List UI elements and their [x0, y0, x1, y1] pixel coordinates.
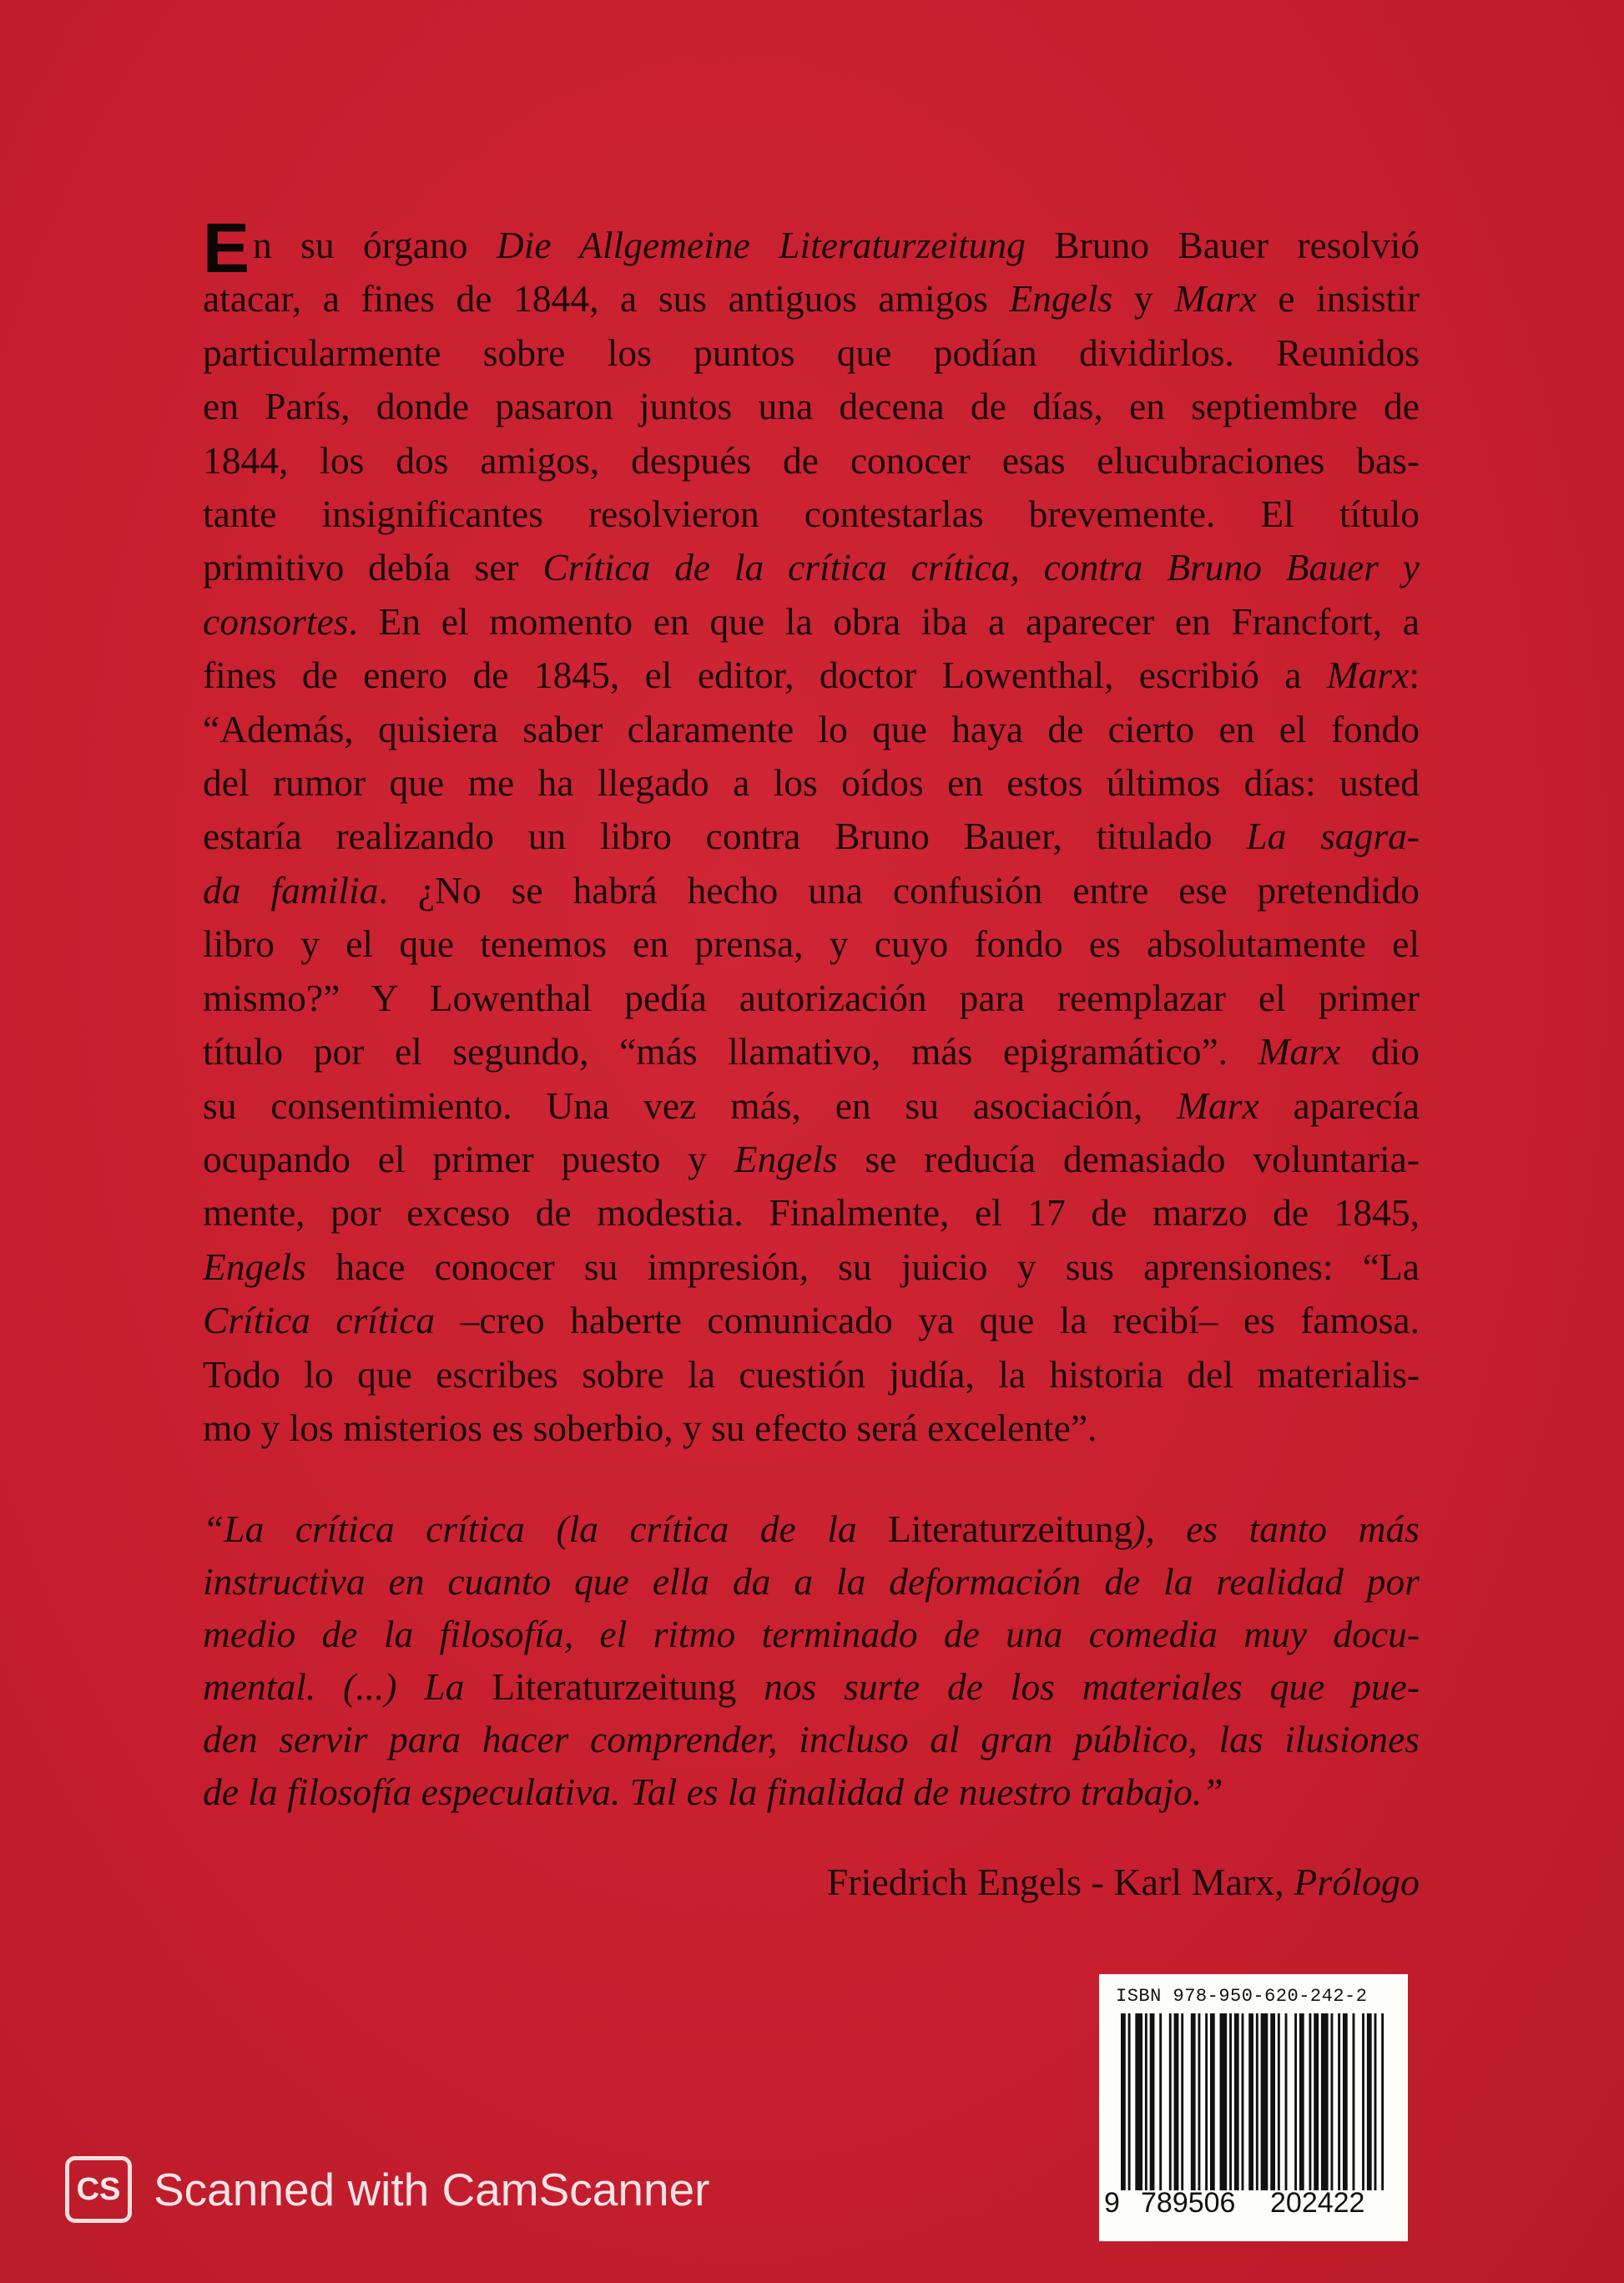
text-line — [203, 487, 1420, 541]
barcode-bar — [1135, 2013, 1142, 2190]
emphasis-text: Marx — [1326, 654, 1410, 697]
emphasis-text: Marx — [1258, 1030, 1341, 1073]
barcode-bar — [1174, 2013, 1179, 2190]
barcode-bar — [1285, 2013, 1288, 2190]
barcode-bar — [1205, 2013, 1208, 2190]
emphasis-text: La sagra- — [1246, 815, 1420, 858]
text-run: nos surte de los materiales que pue- — [736, 1665, 1420, 1708]
barcode-icon — [1121, 2013, 1386, 2190]
barcode-bar — [1220, 2013, 1228, 2190]
barcode-bar — [1248, 2013, 1253, 2190]
attribution-authors: Friedrich Engels - Karl Marx, — [826, 1861, 1294, 1903]
emphasis-text: Literaturzeitung — [492, 1665, 737, 1708]
barcode-digits-left: 789506 — [1141, 2187, 1236, 2219]
text-line — [203, 864, 1420, 917]
text-run: 1844, los dos amigos, después de conocer esas elucubraciones bas- — [203, 438, 1420, 482]
text-line — [203, 1025, 1420, 1078]
quote-line — [203, 1713, 1420, 1765]
text-run: mo y los misterios es soberbio, y su efecto será excelente”. — [203, 1406, 1097, 1449]
text-line — [203, 1240, 1420, 1294]
barcode-bar — [1229, 2013, 1232, 2190]
text-line — [203, 1294, 1420, 1347]
text-line — [203, 1079, 1420, 1133]
barcode-bar — [1353, 2013, 1355, 2190]
barcode-bar — [1374, 2013, 1377, 2190]
text-run: mental. (...) La — [203, 1665, 492, 1708]
text-line — [203, 272, 1420, 326]
barcode-digits — [1099, 2187, 1408, 2220]
text-run: “La crítica crítica (la crítica de la — [203, 1508, 889, 1550]
attribution-source: Prólogo — [1294, 1861, 1420, 1903]
barcode-digits-right: 202422 — [1270, 2187, 1365, 2219]
text-run: mismo?” Y Lowenthal pedía autorización para reemplazar el primer — [203, 976, 1420, 1019]
text-line — [203, 595, 1420, 649]
barcode-bar — [1294, 2013, 1297, 2190]
barcode-bar — [1321, 2013, 1329, 2190]
text-run: particularmente sobre los puntos que podían dividirlos. Reunidos — [203, 331, 1420, 374]
text-run: . ¿No se habrá hecho una confusión entre ese pretendido — [378, 868, 1420, 912]
synopsis-text — [203, 209, 1420, 1455]
quote-line — [203, 1765, 1420, 1818]
text-run: mente, por exceso de modestia. Finalmente, el 17 de marzo de 1845, — [203, 1191, 1420, 1235]
text-run: libro y el que tenemos en prensa, y cuyo fondo es absolutamente el — [203, 922, 1420, 966]
text-run: tante insignificantes resolvieron contestarlas brevemente. El título — [203, 492, 1420, 536]
text-run: aparecía — [1258, 1083, 1420, 1127]
text-run: de la filosofía especulativa. Tal es la finalidad de nuestro trabajo.” — [203, 1770, 1223, 1813]
text-run: y — [1112, 277, 1175, 321]
camscanner-logo-icon: CS — [65, 2156, 132, 2223]
prologue-quote — [203, 1503, 1420, 1818]
quote-line — [203, 1555, 1420, 1608]
quote-line — [203, 1503, 1420, 1555]
text-run: instructiva en cuanto que ella da a la deformación de la realidad por — [203, 1560, 1420, 1603]
barcode-bar — [1314, 2013, 1319, 2190]
text-run: n su órgano — [253, 224, 497, 266]
text-run: se reducía demasiado voluntaria- — [837, 1137, 1420, 1180]
text-line — [203, 1186, 1420, 1240]
text-run: ), es tanto más — [1132, 1508, 1420, 1550]
drop-cap: E — [203, 209, 250, 287]
emphasis-text: Engels — [1009, 277, 1113, 321]
quote-line — [203, 1608, 1420, 1660]
barcode-bar — [1198, 2013, 1201, 2190]
text-line — [203, 917, 1420, 971]
text-run: Bruno Bauer resolvió — [1025, 224, 1420, 266]
emphasis-text: Crítica crítica — [203, 1299, 436, 1342]
barcode-bar — [1121, 2013, 1126, 2190]
emphasis-text: Die Allgemeine Literaturzeitung — [496, 224, 1026, 266]
text-run: . En el momento en que la obra iba a aparecer en Francfort, a — [348, 599, 1420, 643]
barcode-bar — [1234, 2013, 1239, 2190]
emphasis-text: da familia — [203, 868, 379, 912]
barcode-bar — [1181, 2013, 1183, 2190]
text-line — [203, 1402, 1420, 1455]
quote-line — [203, 1660, 1420, 1713]
text-run: Todo lo que escribes sobre la cuestión judía, la historia del materialis- — [203, 1352, 1420, 1396]
barcode-bar — [1150, 2013, 1155, 2190]
barcode-bar — [1242, 2013, 1244, 2190]
text-line — [203, 649, 1420, 702]
camscanner-watermark — [65, 2154, 709, 2225]
barcode-bar — [1270, 2013, 1275, 2190]
barcode-bar — [1309, 2013, 1311, 2190]
watermark-text: Scanned with CamScanner — [154, 2164, 710, 2215]
text-run: medio de la filosofía, el ritmo terminado de una comedia muy docu- — [203, 1613, 1420, 1655]
barcode-bar — [1362, 2013, 1364, 2190]
emphasis-text: Crítica de la crítica crítica, contra Bruno Bauer y — [542, 546, 1420, 589]
text-line — [203, 209, 1420, 287]
barcode-digit-lead: 9 — [1104, 2187, 1120, 2219]
barcode-bar — [1128, 2013, 1131, 2190]
text-run: primitivo debía ser — [203, 546, 543, 589]
barcode-bar — [1381, 2013, 1384, 2190]
emphasis-text: Engels — [734, 1137, 838, 1180]
text-run: estaría realizando un libro contra Bruno Bauer, titulado — [203, 815, 1247, 858]
text-line — [203, 434, 1420, 487]
barcode-bar — [1338, 2013, 1340, 2190]
barcode-bar — [1159, 2013, 1162, 2190]
barcode-bar — [1256, 2013, 1258, 2190]
emphasis-text: Marx — [1174, 277, 1257, 321]
text-run: fines de enero de 1845, el editor, doctor Lowenthal, escribió a — [203, 654, 1327, 697]
barcode-label — [1099, 1974, 1408, 2241]
text-run: e insistir — [1256, 277, 1420, 321]
barcode-bar — [1169, 2013, 1172, 2190]
text-run: en París, donde pasaron juntos una decena de días, en septiembre de — [203, 385, 1420, 428]
isbn-number: ISBN 978-950-620-242-2 — [1116, 1986, 1368, 2007]
text-line — [203, 541, 1420, 594]
emphasis-text: consortes — [203, 599, 349, 643]
emphasis-text: Literaturzeitung — [888, 1508, 1133, 1550]
barcode-bar — [1191, 2013, 1196, 2190]
emphasis-text: Engels — [203, 1245, 306, 1288]
barcode-bar — [1331, 2013, 1334, 2190]
barcode-bar — [1299, 2013, 1304, 2190]
text-run: “Además, quisiera saber claramente lo que haya de cierto en el fondo — [203, 707, 1420, 750]
barcode-bar — [1145, 2013, 1147, 2190]
text-run: den servir para hacer comprender, incluso al gran público, las ilusiones — [203, 1718, 1420, 1760]
text-run: del rumor que me ha llegado a los oídos en estos últimos días: usted — [203, 761, 1420, 805]
text-run: atacar, a fines de 1844, a sus antiguos amigos — [203, 277, 1010, 321]
text-line — [203, 1348, 1420, 1402]
text-line — [203, 972, 1420, 1025]
text-run: : — [1409, 654, 1420, 697]
text-line — [203, 380, 1420, 433]
text-run: –creo haberte comunicado ya que la recibí– es famosa. — [435, 1299, 1420, 1342]
text-run: dio — [1340, 1030, 1420, 1073]
text-line — [203, 703, 1420, 756]
text-run: título por el segundo, “más llamativo, más epigramático”. — [203, 1030, 1258, 1073]
barcode-bar — [1278, 2013, 1280, 2190]
emphasis-text: Marx — [1177, 1083, 1259, 1127]
text-line — [203, 810, 1420, 863]
text-line — [203, 756, 1420, 810]
text-run: su consentimiento. Una vez más, en su asociación, — [203, 1083, 1178, 1127]
text-run: hace conocer su impresión, su juicio y sus aprensiones: “La — [305, 1245, 1420, 1288]
quote-attribution — [827, 1857, 1420, 1907]
barcode-bar — [1343, 2013, 1348, 2190]
text-run: ocupando el primer puesto y — [203, 1137, 734, 1180]
text-line — [203, 326, 1420, 380]
barcode-bar — [1367, 2013, 1372, 2190]
barcode-bar — [1210, 2013, 1215, 2190]
barcode-bar — [1261, 2013, 1268, 2190]
text-line — [203, 1133, 1420, 1186]
